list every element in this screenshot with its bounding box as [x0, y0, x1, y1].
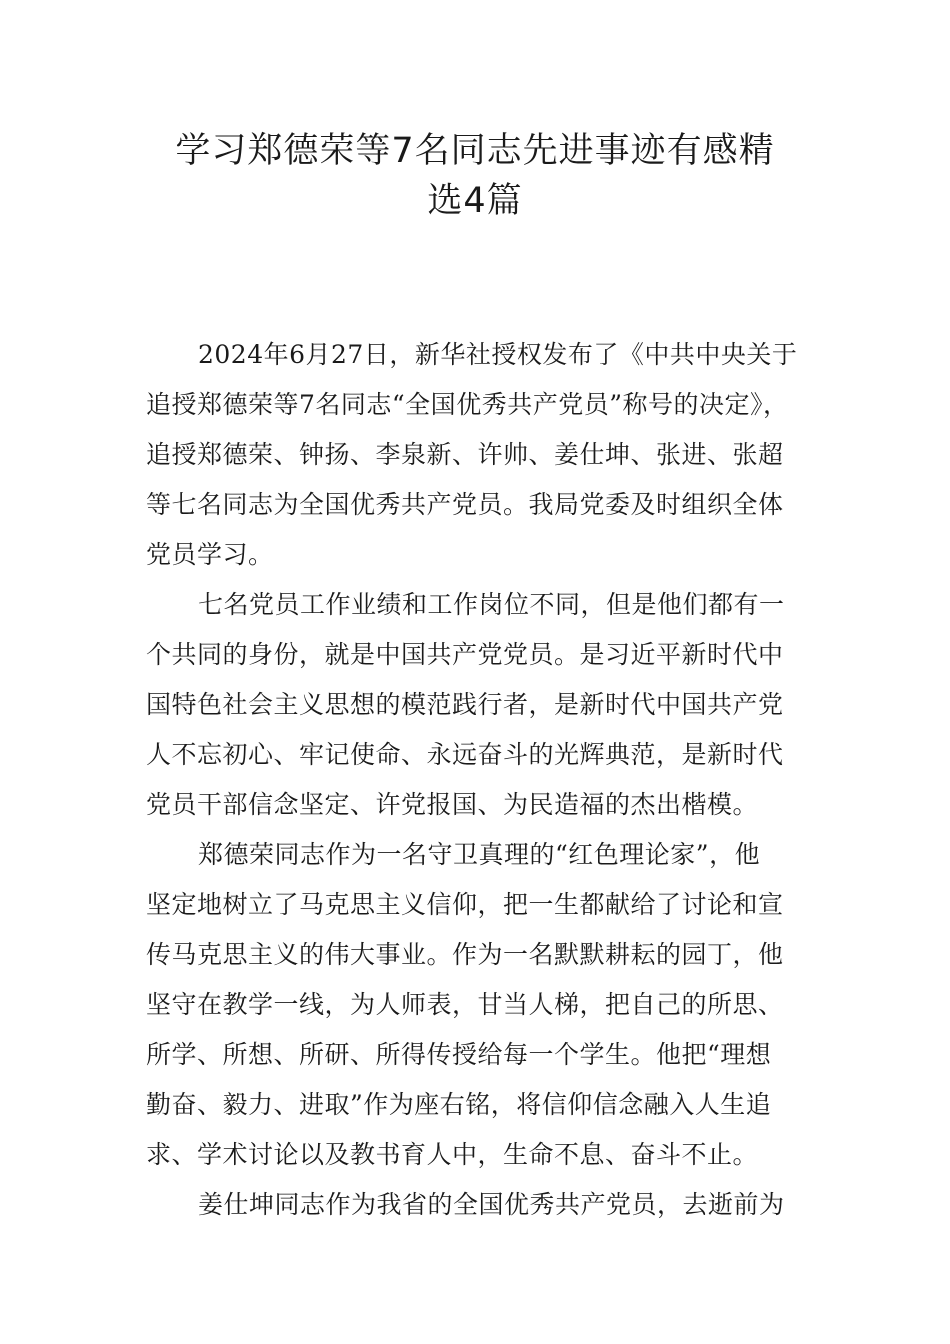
paragraph-line: 所学、所想、所研、所得传授给每一个学生。他把“理想 [146, 1040, 772, 1069]
paragraph-line: 国特色社会主义思想的模范践行者，是新时代中国共产党 [146, 690, 784, 719]
title-line: 选4篇 [427, 181, 523, 221]
document-body [146, 330, 814, 1230]
paragraph [146, 1180, 814, 1230]
paragraph-line: 坚定地树立了马克思主义信仰，把一生都献给了讨论和宣 [146, 890, 784, 919]
paragraph-line: 等七名同志为全国优秀共产党员。我局党委及时组织全体 [146, 490, 784, 519]
title-line: 学习郑德荣等7名同志先进事迹有感精 [175, 131, 775, 171]
paragraph [146, 580, 814, 830]
paragraph-line: 党员干部信念坚定、许党报国、为民造福的杰出楷模。 [146, 790, 759, 819]
paragraph-line: 党员学习。 [146, 540, 274, 569]
paragraph [146, 330, 814, 580]
paragraph-line: 勤奋、毅力、进取”作为座右铭，将信仰信念融入人生追 [146, 1090, 772, 1119]
paragraph-line: 郑德荣同志作为一名守卫真理的“红色理论家”，他 [198, 840, 761, 869]
paragraph-line: 七名党员工作业绩和工作岗位不同，但是他们都有一 [198, 590, 785, 619]
paragraph-line: 传马克思主义的伟大事业。作为一名默默耕耘的园丁，他 [146, 940, 784, 969]
paragraph-line: 求、学术讨论以及教书育人中，生命不息、奋斗不止。 [146, 1140, 759, 1169]
paragraph-line: 2024年6月27日，新华社授权发布了《中共中央关于 [198, 340, 798, 369]
paragraph-line: 追授郑德荣、钟扬、李泉新、许帅、姜仕坤、张进、张超 [146, 440, 784, 469]
paragraph-line: 坚守在教学一线，为人师表，甘当人梯，把自己的所思、 [146, 990, 784, 1019]
document-title [130, 126, 820, 226]
paragraph-line: 人不忘初心、牢记使命、永远奋斗的光辉典范，是新时代 [146, 740, 784, 769]
paragraph-line: 个共同的身份，就是中国共产党党员。是习近平新时代中 [146, 640, 784, 669]
paragraph-line: 姜仕坤同志作为我省的全国优秀共产党员，去逝前为 [198, 1190, 785, 1219]
paragraph [146, 830, 814, 1180]
paragraph-line: 追授郑德荣等7名同志“全国优秀共产党员”称号的决定》， [146, 390, 789, 419]
